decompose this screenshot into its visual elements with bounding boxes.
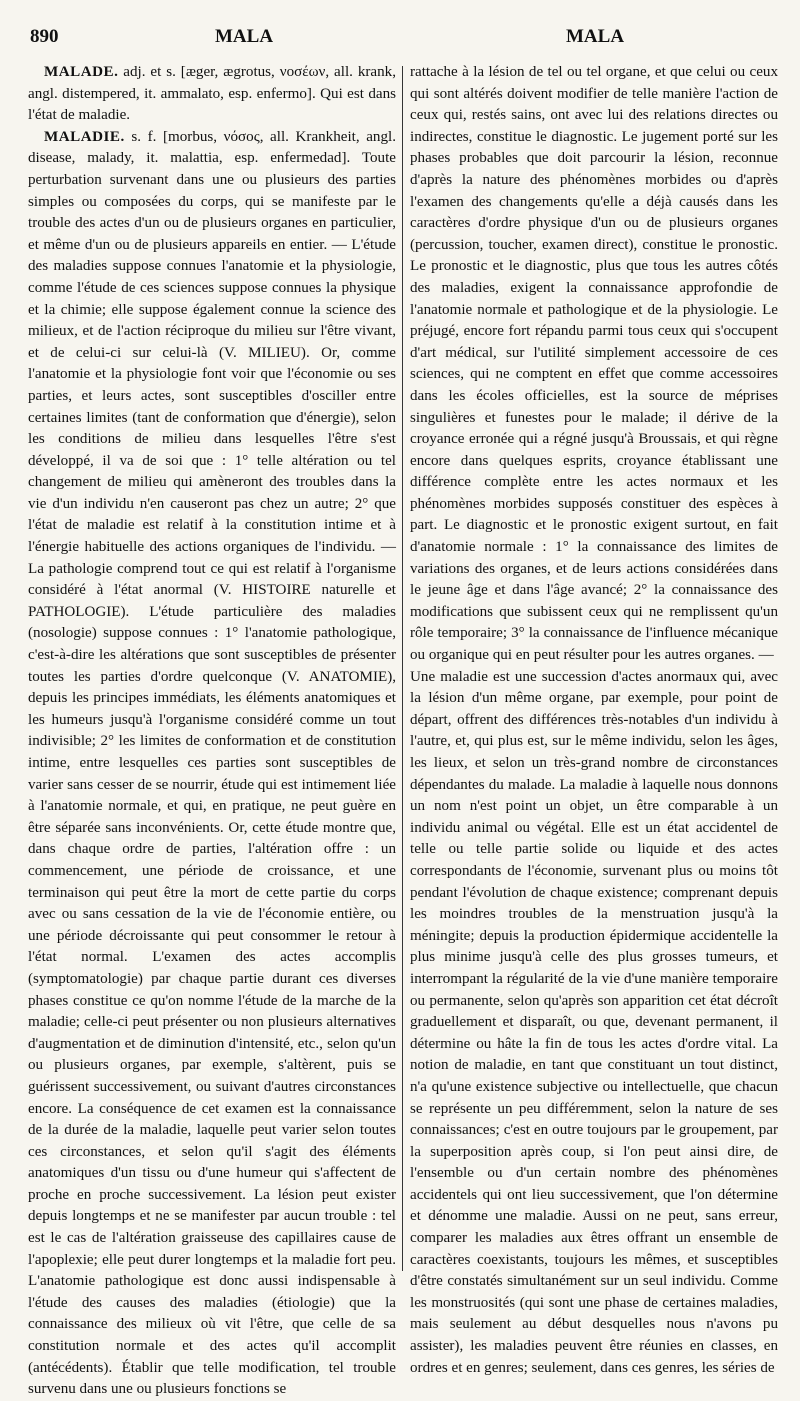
definition-malade: adj. et s. [æger, ægrotus, νοσέων, all. krank, angl. distempered, it. ammalato, esp. enfermo]. Qui est dans l'état de maladie. — [28, 64, 396, 124]
headword-maladie: MALADIE. — [44, 128, 125, 145]
column-rule — [402, 66, 403, 1271]
right-column — [410, 62, 778, 1376]
page-number: 890 — [30, 26, 59, 47]
paragraph-continuation: rattache à la lésion de tel ou tel organe, et que celui ou ceux qui sont altérés doivent modifier de telle manière l'action de ceux qui, restés sains, ont avec lui des relations directes ou indirectes, constitue le diagnostic. Le jugement porté sur les phases probables que doit parcourir la lésion, reconnue d'après la nature des phénomènes morbides ou d'après l'examen des changements qu'elle a déjà causés dans les caractères d'ordre physique d'un ou de plusieurs organes (percussion, toucher, examen direct), constitue le pronostic. Le pronostic et le diagnostic, plus que tous les autres côtés des maladies, exigent la connaissance approfondie de l'anatomie normale et pathologique et de la physiologie. Le préjugé, encore fort répandu parmi tous ceux qui s'occupent d'art médical, sur l'utilité simplement accessoire de ces sciences, qui ne comptent en effet que comme accessoires dans les écoles officielles, est la source de méprises singulières et funestes pour le malade; il dérive de la croyance erronée qui a régné jusqu'à Broussais, et qui règne encore dans quelques esprits, croyance établissant une différence complète entre les actes normaux et les phénomènes morbides supposés constituer des espèces à part. Le diagnostic et le pronostic exigent surtout, en fait d'anatomie normale : 1° la connaissance des limites de variations des organes, et de leurs actions considérées dans le jeune âge et dans l'âge avancé; 2° la connaissance des modifications que subissent ceux qui ne remplissent qu'un rôle temporaire; 3° la connaissance de l'influence mécanique ou organique qui en peut résulter pour les autres organes. — — [410, 64, 778, 664]
left-column — [28, 62, 396, 1398]
page-header — [30, 26, 770, 56]
running-head-right: MALA — [566, 26, 625, 47]
entry-maladie — [28, 127, 396, 1401]
definition-maladie: s. f. [morbus, νόσος, all. Krankheit, angl. disease, malady, it. malattia, esp. enfermedad]. Toute perturbation survenant dans une ou plusieurs des parties simples ou composées du corps, qui se manifeste par le trouble des actes d'un ou de plusieurs organes en particulier, et même d'un ou de plusieurs appareils en entier. — L'étude des maladies suppose connues l'anatomie et la physiologie, comme l'étude de ces sciences suppose connues la physique et la chimie; elle suppose également connue la science des milieux, et de l'action réciproque du milieu sur l'être vivant, et de celui-ci sur celui-là (V. MILIEU). Or, comme l'anatomie et la physiologie font voir que l'économie ou ses parties, et leurs actes, sont susceptibles d'osciller entre certaines limites (tant de conformation que d'énergie), selon les conditions de milieu dans lesquelles l'être s'est développé, il va de soi que : 1° telle altération ou tel changement de milieu qui amèneront des troubles dans la vie d'un individu n'en causeront pas chez un autre; 2° que l'état de maladie est relatif à la constitution intime et à l'énergie habituelle des actions organiques de l'individu. — La pathologie comprend tout ce qui est relatif à l'organisme considéré à l'état anormal (V. HISTOIRE naturelle et PATHOLOGIE). L'étude particulière des maladies (nosologie) suppose connues : 1° l'anatomie pathologique, c'est-à-dire les altérations que sont susceptibles de présenter toutes les parties d'ordre quelconque (V. ANATOMIE), depuis les principes immédiats, les éléments anatomiques et les humeurs jusqu'à l'organisme considéré comme un tout indivisible; 2° les limites de conformation et de constitution intime, entre lesquelles ces parties sont susceptibles de varier sans cesser de se nourrir, étude qui est intimement liée à l'anatomie normale, et qui, en pratique, ne peut guère en être séparée sans inconvénients. Or, cette étude montre que, dans chaque ordre de parties, l'altération offre : un commencement, une période de croissance, et une terminaison qui peut être la mort de cette partie du corps avec ou sans cessation de la vie de l'économie entière, ou une période décroissante qui peut consommer le retour à l'état normal. L'examen des actes accomplis (symptomatologie) par chaque partie durant ces diverses phases constitue ce qu'on nomme l'étude de la marche de la maladie; celle-ci peut présenter ou non plusieurs alternatives d'augmentation et de diminution d'intensité, etc., selon qu'un ou plusieurs organes, par exemple, s'altèrent, puis se guérissent successivement, ou suivant d'autres circonstances encore. La conséquence de cet examen est la connaissance de la durée de la maladie, laquelle peut varier selon toutes ces circonstances, et selon qu'il s'agit des éléments anatomiques d'un tissu ou d'une humeur qui s'affectent de proche en proche successivement. La lésion peut exister depuis longtemps et ne se manifester par aucun trouble : tel est le cas de l'altération graisseuse des capillaires cause de l'apoplexie; elle peut durer longtemps et la maladie fort peu. L'anatomie pathologique est donc aussi indispensable à l'étude des causes des maladies (étiologie) que la connaissance des milieux où vit l'être, que celle de sa constitution normale et des actes qu'il accomplit (antécédents). Établir que telle modification, tel trouble survenu dans une ou plusieurs fonctions se — [28, 128, 396, 1398]
entry-malade — [28, 62, 396, 127]
paragraph-maladie-definition: Une maladie est une succession d'actes anormaux qui, avec la lésion d'un même organe, par exemple, pour point de départ, offrent des différences très-notables d'un individu à l'autre, et, qui plus est, sur le même individu, selon les âges, les lieux, et selon un très-grand nombre de circonstances dépendantes du malade. La maladie à laquelle nous donnons un nom n'est point un objet, un être comparable à un individu animal ou végétal. Elle est un état accidentel de telle ou telle partie solide ou liquide et des actes correspondants de l'économie, survenant plus ou moins tôt pendant l'évolution de chaque existence; comprenant depuis les moindres troubles de la menstruation jusqu'à la méningite; depuis la production épidermique accidentelle la plus minime jusqu'à celle des plus grosses tumeurs, et interrompant la régularité de la vie d'une manière temporaire ou permanente, selon qu'après son apparition cet état décroît graduellement et disparaît, ou que, devenant permanent, il détermine ou hâte la fin de tous les actes d'ordre vital. La notion de maladie, en tant que constituant un tout distinct, n'a qu'une existence subjective ou intellectuelle, que chacun se représente un peu différemment, selon la nature de ses connaissances; c'est en outre toujours par le groupement, par la superposition après coup, si l'on peut ainsi dire, de l'ensemble ou d'un certain nombre des phénomènes accidentels qui ont lieu successivement, que l'on détermine et dénomme une maladie. Aussi on ne peut, sans erreur, comparer les maladies aux êtres offrant un ensemble de caractères coexistants, toujours les mêmes, et susceptibles d'être constatés simultanément sur un seul individu. Comme les monstruosités (qui sont une phase de certaines maladies, mais seulement au début desquelles nous n'avons pu assister), les maladies peuvent être réunies en classes, en ordres et en genres; seulement, dans ces genres, les séries de — [410, 668, 778, 1376]
headword-malade: MALADE. — [44, 64, 119, 80]
running-head-left: MALA — [215, 26, 274, 47]
